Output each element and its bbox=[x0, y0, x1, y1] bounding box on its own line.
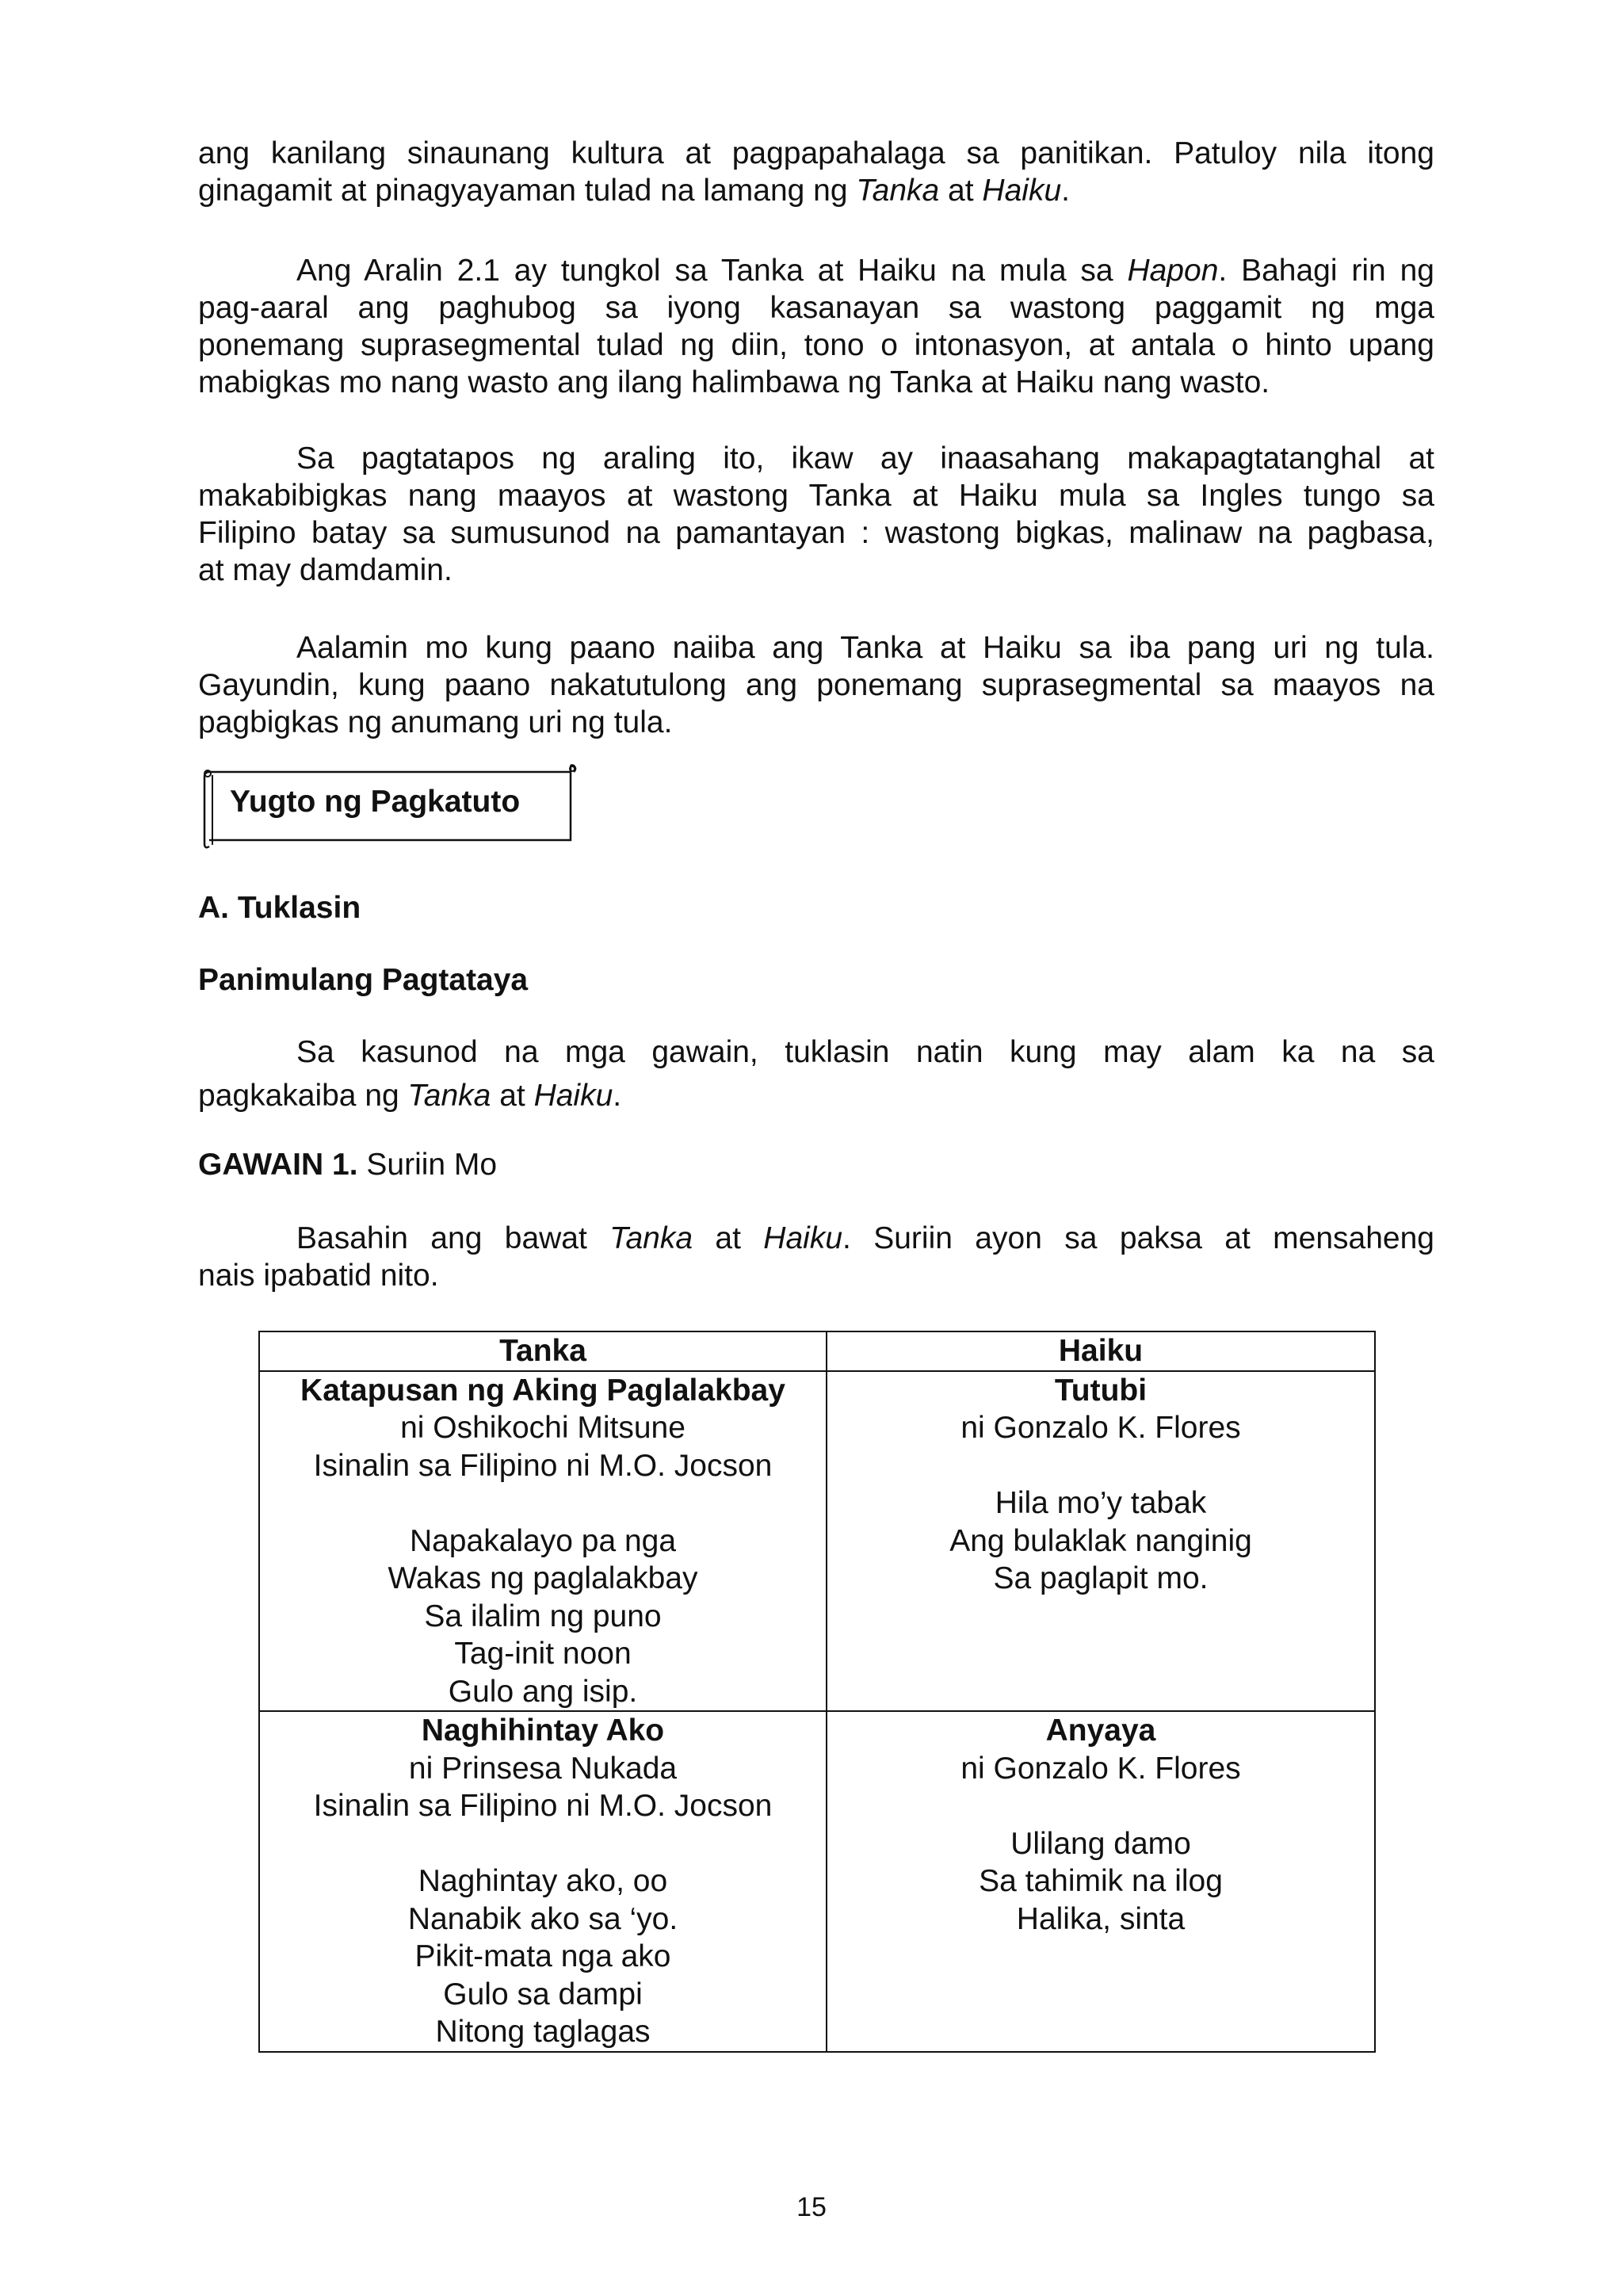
text-line: Ang Aralin 2.1 ay tungkol sa Tanka at Haiku na mula sa Hapon. Bahagi rin ng bbox=[296, 254, 1434, 288]
activity-label: GAWAIN 1. bbox=[198, 1148, 358, 1182]
column-header-haiku: Haiku bbox=[827, 1331, 1375, 1371]
poem-author: ni Prinsesa Nukada bbox=[408, 1751, 678, 1786]
text-line: ginagamit at pinagyayaman tulad na lamang ng Tanka at Haiku. bbox=[198, 174, 1070, 208]
text-line: Sa kasunod na mga gawain, tuklasin natin kung may alam ka na sa bbox=[296, 1035, 1434, 1069]
hapon-term: Hapon bbox=[1127, 254, 1219, 288]
poems-table bbox=[258, 1331, 1376, 2053]
poem-line: Nitong taglagas bbox=[435, 2015, 651, 2049]
activity-name: Suriin Mo bbox=[357, 1148, 498, 1182]
text-line: Sa pagtatapos ng araling ito, ikaw ay inaasahang makapagtatanghal at bbox=[296, 441, 1434, 476]
poem-translator: Isinalin sa Filipino ni M.O. Jocson bbox=[313, 1789, 773, 1823]
poem-title: Anyaya bbox=[1045, 1713, 1156, 1748]
subsection-heading: Panimulang Pagtataya bbox=[198, 963, 529, 997]
blank-line bbox=[260, 1484, 826, 1522]
text-line: ponemang suprasegmental tulad ng diin, tono o intonasyon, at antala o hinto upang bbox=[198, 328, 1434, 362]
haiku-cell bbox=[827, 1711, 1375, 2052]
poem-author: ni Gonzalo K. Flores bbox=[960, 1411, 1241, 1445]
activity-instruction bbox=[198, 1220, 1434, 1294]
table-row bbox=[259, 1371, 1375, 1712]
poem-line: Sa paglapit mo. bbox=[993, 1561, 1209, 1595]
haiku-term: Haiku bbox=[763, 1221, 843, 1255]
text-line: pagkakaiba ng Tanka at Haiku. bbox=[198, 1079, 622, 1113]
poem-translator: Isinalin sa Filipino ni M.O. Jocson bbox=[313, 1448, 773, 1483]
haiku-cell bbox=[827, 1371, 1375, 1712]
text-line: pag-aaral ang paghubog sa iyong kasanayan sa wastong paggamit ng mga bbox=[198, 291, 1434, 325]
text-line: Aalamin mo kung paano naiiba ang Tanka at Haiku sa iba pang uri ng tula. bbox=[296, 631, 1434, 665]
section-heading: A. Tuklasin bbox=[198, 891, 361, 925]
instruction-paragraph bbox=[198, 1033, 1434, 1114]
text-line: pagbigkas ng anumang uri ng tula. bbox=[198, 705, 673, 739]
text-line: makabibigkas nang maayos at wastong Tanka at Haiku mula sa Ingles tungo sa bbox=[198, 479, 1434, 513]
blank-line bbox=[260, 1825, 826, 1863]
tanka-cell bbox=[259, 1711, 827, 2052]
activity-title bbox=[198, 1146, 1434, 1183]
text-line: Filipino batay sa sumusunod na pamantayan : wastong bigkas, malinaw na pagbasa, bbox=[198, 516, 1434, 550]
poem-title: Naghihintay Ako bbox=[421, 1713, 665, 1748]
poem-author: ni Gonzalo K. Flores bbox=[960, 1751, 1241, 1786]
poem-line: Nanabik ako sa ‘yo. bbox=[407, 1901, 678, 1936]
text-line: at may damdamin. bbox=[198, 553, 453, 587]
text-line: Basahin ang bawat Tanka at Haiku. Suriin ayon sa paksa at mensaheng bbox=[296, 1221, 1434, 1255]
page-number: 15 bbox=[796, 2192, 827, 2222]
poem-line: Sa ilalim ng puno bbox=[424, 1599, 662, 1633]
poem-line: Ang bulaklak nanginig bbox=[949, 1523, 1252, 1558]
poem-line: Gulo sa dampi bbox=[443, 1977, 643, 2011]
intro-paragraph-3 bbox=[198, 440, 1434, 589]
intro-paragraph-1 bbox=[198, 135, 1434, 209]
poem-line: Hila mo’y tabak bbox=[995, 1486, 1207, 1520]
blank-line bbox=[827, 1787, 1374, 1825]
intro-paragraph-2 bbox=[198, 252, 1434, 401]
text-line: nais ipabatid nito. bbox=[198, 1259, 439, 1293]
intro-paragraph-4 bbox=[198, 629, 1434, 741]
tanka-term: Tanka bbox=[856, 174, 940, 208]
table-header-row bbox=[259, 1331, 1375, 1371]
poem-title: Katapusan ng Aking Paglalakbay bbox=[300, 1373, 785, 1408]
poem-line: Wakas ng paglalakbay bbox=[388, 1561, 698, 1595]
scroll-banner bbox=[198, 762, 579, 850]
blank-line bbox=[827, 1447, 1374, 1485]
tanka-term: Tanka bbox=[407, 1079, 491, 1113]
poem-line: Naghintay ako, oo bbox=[418, 1864, 668, 1898]
poem-line: Halika, sinta bbox=[1016, 1901, 1186, 1936]
poem-author: ni Oshikochi Mitsune bbox=[400, 1411, 685, 1445]
poem-line: Sa tahimik na ilog bbox=[979, 1864, 1223, 1898]
scroll-title: Yugto ng Pagkatuto bbox=[230, 785, 521, 819]
text-line: mabigkas mo nang wasto ang ilang halimbawa ng Tanka at Haiku nang wasto. bbox=[198, 365, 1270, 399]
poem-line: Ulilang damo bbox=[1010, 1826, 1191, 1861]
haiku-term: Haiku bbox=[533, 1079, 613, 1113]
column-header-tanka: Tanka bbox=[259, 1331, 827, 1371]
haiku-term: Haiku bbox=[982, 174, 1062, 208]
poem-line: Napakalayo pa nga bbox=[409, 1523, 677, 1558]
text-line: ang kanilang sinaunang kultura at pagpapahalaga sa panitikan. Patuloy nila itong bbox=[198, 136, 1434, 170]
tanka-cell bbox=[259, 1371, 827, 1712]
text-line: Gayundin, kung paano nakatutulong ang ponemang suprasegmental sa maayos na bbox=[198, 668, 1434, 702]
poem-line: Tag-init noon bbox=[454, 1637, 632, 1671]
table-row bbox=[259, 1711, 1375, 2052]
poem-line: Gulo ang isip. bbox=[448, 1674, 638, 1709]
tanka-term: Tanka bbox=[609, 1221, 693, 1255]
poem-title: Tutubi bbox=[1054, 1373, 1148, 1408]
poem-line: Pikit-mata nga ako bbox=[414, 1939, 671, 1973]
